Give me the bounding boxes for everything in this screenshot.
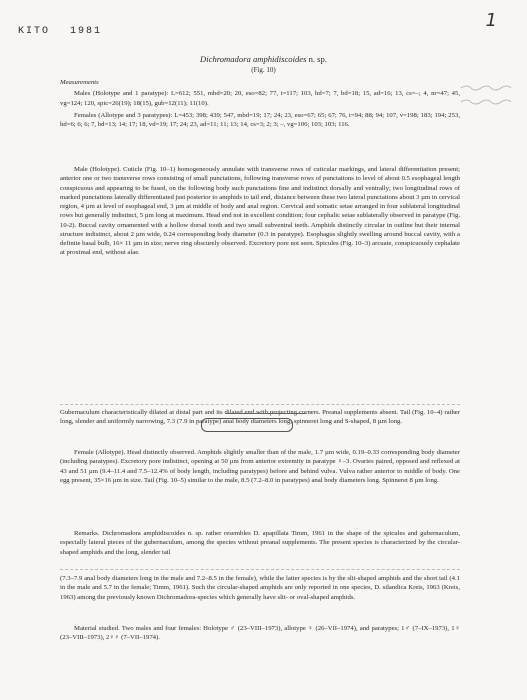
section-divider-2 bbox=[60, 569, 460, 570]
journal-year: 1981 bbox=[70, 26, 103, 37]
handwritten-circle-mark bbox=[201, 418, 293, 432]
gubernaculum-paragraph: Gubernaculum characteristically dilated at distal part and its dilated end with projecting corners. Preanal supplements absent. Tail (Fig. 10–4) rather long, slender and uniformly narrowing, 7.3 (7.9 in paratype) anal body diameters long; spinneret long and S-shaped, 8 µm long. bbox=[60, 409, 460, 426]
species-title bbox=[0, 54, 527, 64]
handwritten-strike-mark bbox=[226, 413, 306, 414]
male-description bbox=[60, 165, 460, 258]
remarks-continued-paragraph: (7.3–7.9 anal body diameters long in the male and 7.2–8.5 in the female), while the latter species is by the slit-shaped amphids and the short tail (4.1 in the male and 5.7 in the female; Timm, 1961). Such the circular-shaped amphids are only reported in one species, D. silandica Kreis, 1963 (Kreis, 1963) among the previously known Dichromadora-species which generally have slit- or oval-shaped amphids. bbox=[60, 575, 460, 601]
material-paragraph: Material studied. Two males and four females: Holotype ♂ (23–VIII–1973), allotype ♀ (26–VII–1974), and paratypes; 1♂ (7–IX–1973), 1♀ (23–VIII–1973), 2♀♀ (7–VII–1974). bbox=[60, 625, 460, 642]
males-measurements: Males (Holotype and 1 paratype): L=612; 551, mbd=20; 20, eso=82; 77, t=117; 103, hd=7; 7, bd=18; 15, ad=16; 13, cs=–; 4, nr=47; 45, vg=124; 120, spic=26(19); 18(15), gub=12(11); 11(10). bbox=[60, 90, 460, 107]
remarks-continuation bbox=[60, 574, 460, 602]
handwritten-margin-notes bbox=[459, 82, 521, 116]
female-description bbox=[60, 448, 460, 485]
remarks-section bbox=[60, 529, 460, 557]
section-divider bbox=[60, 404, 460, 405]
figure-reference: (Fig. 10) bbox=[251, 66, 276, 74]
handwriting-scribble-icon bbox=[459, 82, 521, 110]
journal-name: KITO bbox=[18, 26, 51, 37]
material-studied bbox=[60, 624, 460, 643]
running-header bbox=[18, 26, 102, 37]
remarks-paragraph: Remarks. Dichromadora amphidiscoides n. sp. rather resembles D. apapillata Timm, 1961 in the shape of the spicules and gubernaculum, especially lateral pieces of the gubernaculum, among the species without preanal supplements. The present species is characterized by the circular-shaped amphids and the long, slender tail bbox=[60, 530, 460, 556]
male-paragraph: Male (Holotype). Cuticle (Fig. 10–1) homogeneously annulate with transverse rows of cuticular markings, and lateral differentiation present; anterior one or two transverse rows consisting of small punctations, following transverse rows of punctations to level of about 0.5 esophageal length conspicuous and appearing to be fused, on the following body such punctations fine and indistinct dorsally and ventrally; two longitudinal rows of marked punctations laterally differentiated just posterior to amphids to tail end, distance between these two lateral punctations about 3 µm in cervical region, 4 µm at level of esophageal end, 3 µm at middle of body and anal region. Cervical and somatic setae arranged in four sublateral longitudinal rows but generally indistinct, 5 µm long at maximum. Head end not in excellent condition; four cephalic setae sublaterally observed in paratype (Fig. 10-2). Buccal cavity ornamented with a hollow dorsal tooth and two small subventral teeth. Amphids distinctly circular in outline but their internal structure indistinct, about 2 µm wide, 0.24 corresponding body diameter (0.3 in paratype). Esophagus slightly swelling around buccal cavity, with a definite basal bulb, 16× 11 µm in size; nerve ring obscurely observed. Excretory pore not seen. Spicules (Fig. 10–3) arcuate, conspicuously cephalate at proximal end, without alae. bbox=[60, 166, 460, 257]
handwritten-page-mark: 1 bbox=[485, 10, 497, 31]
females-measurements: Females (Allotype and 3 paratypes): L=453; 398; 439; 547, mbd=19; 17; 24; 23, eso=67; 65; 67; 76, t=94; 88; 94; 107, v=198; 183; 194; 253, hd=6; 6; 6; 7, bd=13; 14; 17; 18, vd=19; 17; 24; 23, ad=11; 11; 13; 14, cs=3; 2; 3; –, vg=106; 103; 103; 116. bbox=[60, 111, 460, 128]
female-paragraph: Female (Allotype). Head distinctly observed. Amphids slightly smaller than of the male, 1.7 µm wide, 0.19–0.33 corresponding body diameter (including paratypes). Excretory pore indistinct, opening at 50 µm from anterior extremity in paratype ♀–3. Ovaries paired, opposed and reflexed at 43 and 51 µm (9.4–11.4 and 7.5–12.4% of body length, including paratypes) before and behind vulva. Vulva rather anterior to middle of body. One egg present, 35×16 µm in size. Tail (Fig. 10–5) similar to the male, 8.5 (7.2–8.0 in paratypes) anal body diameters long. Spinneret 8 µm long. bbox=[60, 449, 460, 484]
measurements-block bbox=[60, 78, 460, 129]
measurements-heading: Measurements bbox=[60, 79, 99, 86]
species-suffix: n. sp. bbox=[308, 54, 327, 64]
species-name: Dichromadora amphidiscoides bbox=[200, 54, 307, 64]
